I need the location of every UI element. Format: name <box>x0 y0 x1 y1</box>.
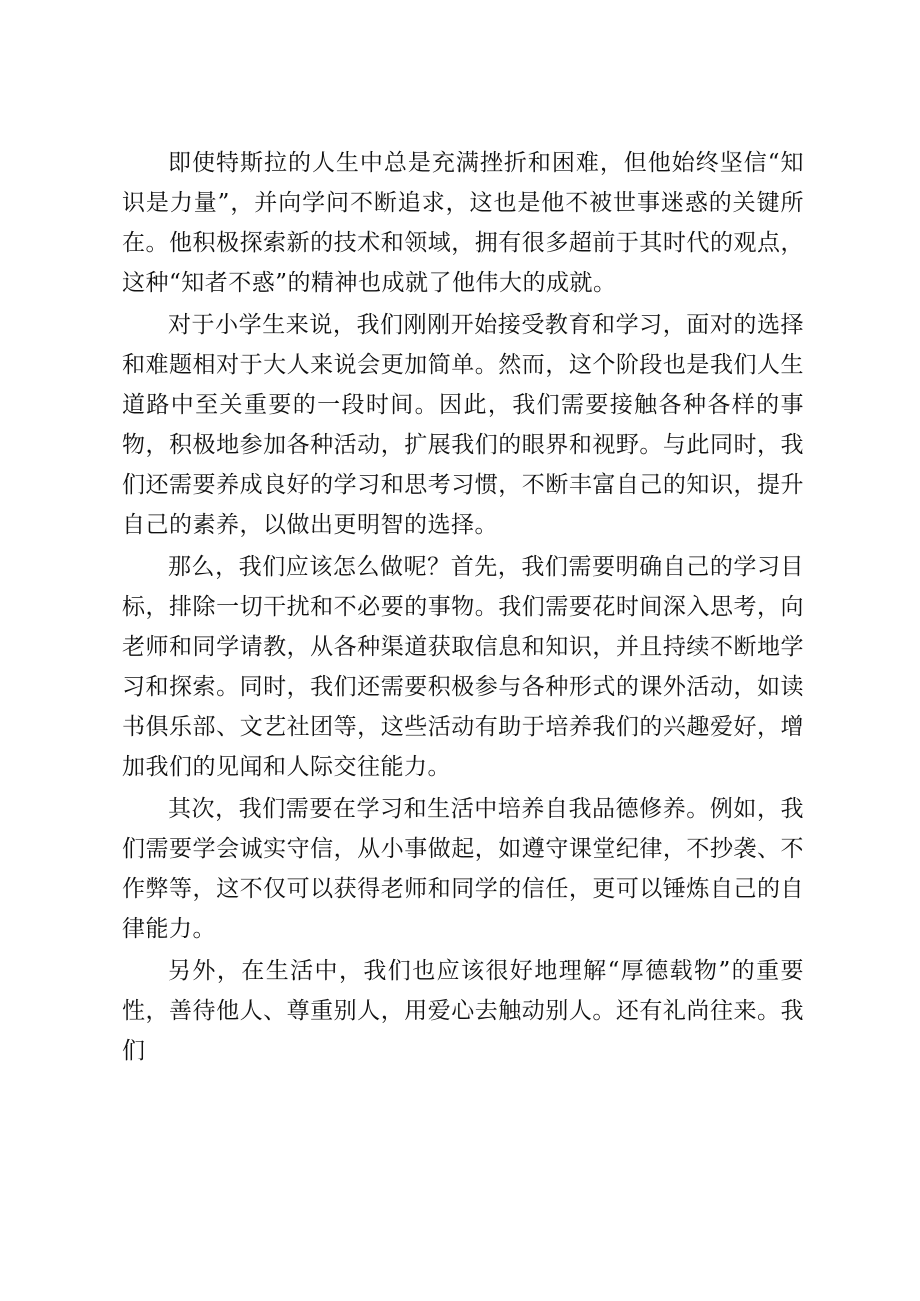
paragraph-1: 即使特斯拉的人生中总是充满挫折和困难，但他始终坚信“知识是力量”，并向学问不断追求，这也是他不被世事迷惑的关键所在。他积极探索新的技术和领域，拥有很多超前于其时代的观点，这种“知者不惑”的精神也成就了他伟大的成就。 <box>122 150 804 296</box>
paragraph-3: 那么，我们应该怎么做呢？首先，我们需要明确自己的学习目标，排除一切干扰和不必要的事物。我们需要花时间深入思考，向老师和同学请教，从各种渠道获取信息和知识，并且持续不断地学习和探索。同时，我们还需要积极参与各种形式的课外活动，如读书俱乐部、文艺社团等，这些活动有助于培养我们的兴趣爱好，增加我们的见闻和人际交往能力。 <box>122 554 804 780</box>
paragraph-5: 另外，在生活中，我们也应该很好地理解“厚德载物”的重要性，善待他人、尊重别人，用爱心去触动别人。还有礼尚往来。我们 <box>122 958 804 1064</box>
document-body <box>122 143 804 1071</box>
paragraph-2: 对于小学生来说，我们刚刚开始接受教育和学习，面对的选择和难题相对于大人来说会更加简单。然而，这个阶段也是我们人生道路中至关重要的一段时间。因此，我们需要接触各种各样的事物，积极地参加各种活动，扩展我们的眼界和视野。与此同时，我们还需要养成良好的学习和思考习惯，不断丰富自己的知识，提升自己的素养，以做出更明智的选择。 <box>122 312 804 538</box>
paragraph-4: 其次，我们需要在学习和生活中培养自我品德修养。例如，我们需要学会诚实守信，从小事做起，如遵守课堂纪律，不抄袭、不作弊等，这不仅可以获得老师和同学的信任，更可以锤炼自己的自律能力。 <box>122 796 804 942</box>
